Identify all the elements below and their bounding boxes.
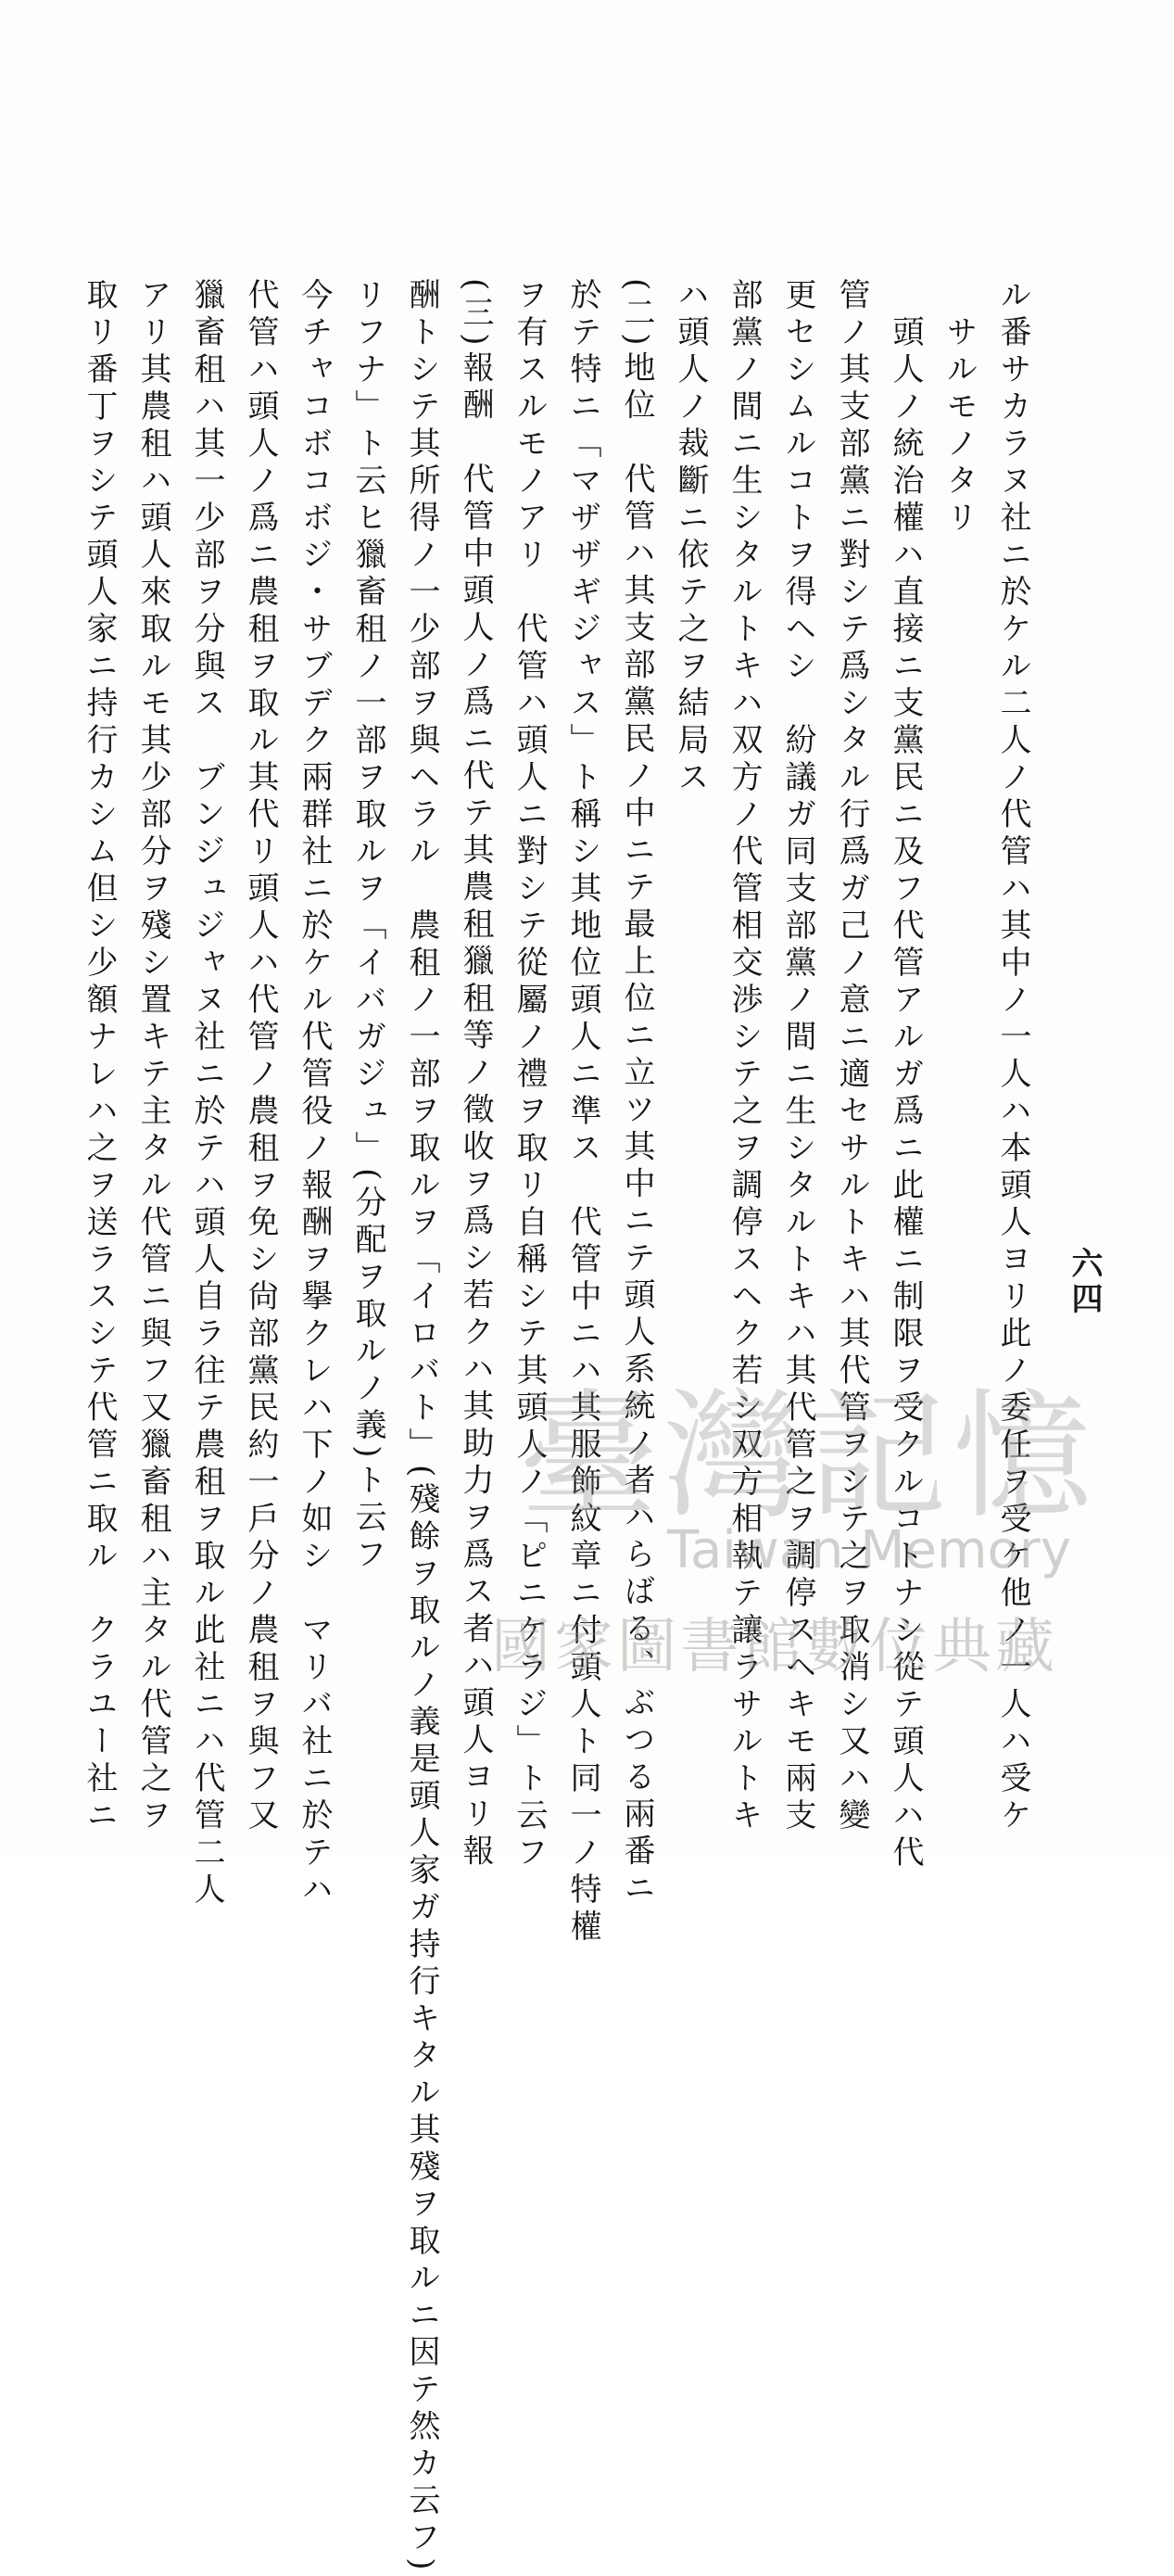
text-column: リフナ」ト云ヒ獵畜租ノ一部ヲ取ルヲ「イバガジュ」(分配ヲ取ルノ義)ト云フ [349,278,386,1575]
text-column: (三)報酬 代管中頭人ノ爲ニ代テ其農租獵租等ノ徵收ヲ爲シ若クハ其助力ヲ爲ス者ハ頭人ヨリ報 [457,278,494,1872]
text-column: アリ其農租ハ頭人來取ルモ其少部分ヲ殘シ置キテ主タル代管ニ與フ又獵畜租ハ主タル代管之ヲ [134,278,171,1835]
page-number: 六四 [1066,1247,1103,1317]
text-column: 代管ハ頭人ノ爲ニ農租ヲ取ル其代リ頭人ハ代管ノ農租ヲ免シ尙部黨民約一戶分ノ農租ヲ與フ又 [242,278,279,1835]
text-column: 於テ特ニ「マザザギジャス」ト稱シ其地位頭人ニ準ス 代管中ニハ其服飾紋章ニ付頭人ト同一ノ特權 [564,278,601,1947]
text-column: 取リ番丁ヲシテ頭人家ニ持行カシム但シ少額ナレハ之ヲ送ラスシテ代管ニ取ル クラユー社ニ [81,278,118,1835]
text-column: 頭人ノ統治權ハ直接ニ支黨民ニ及フ代管アルガ爲ニ此權ニ制限ヲ受クルコトナシ從テ頭人ハ代 [887,315,924,1872]
vertical-text-body [72,278,1040,2576]
text-column: 今チャコボコボジ・サブデク兩群社ニ於ケル代管役ノ報酬ヲ擧クレハ下ノ如シ マリバ社ニ於テハ [296,278,333,1910]
text-column: 管ノ其支部黨ニ對シテ爲シタル行爲ガ己ノ意ニ適セサルトキハ其代管ヲシテ之ヲ取消シ又ハ變 [833,278,870,1835]
watermark-title: 臺灣記憶 [519,1377,1098,1538]
text-column: ヲ有スルモノアリ 代管ハ頭人ニ對シテ從屬ノ禮ヲ取リ自稱シテ其頭人ノ「ピニケラジ」ト云フ [511,278,548,1872]
text-column: サルモノタリ [940,315,978,538]
watermark-org: 國家圖書館數位典藏 [491,1613,1058,1681]
text-column: 更セシムルコトヲ得ヘシ 紛議ガ同支部黨ノ間ニ生シタルトキハ其代管之ヲ調停スヘキモ兩支 [779,278,816,1835]
text-column: (二)地位 代管ハ其支部黨民ノ中ニテ最上位ニ立ツ其中ニテ頭人系統ノ者ハらばる、ぶつる兩番ニ [618,278,655,1909]
text-column: ハ頭人ノ裁斷ニ依テ之ヲ結局ス [672,278,709,797]
text-column: 酬トシテ其所得ノ一少部ヲ與ヘラル 農租ノ一部ヲ取ルヲ「イロバト」(殘餘ヲ取ルノ義是頭人家ガ持行キタル其殘ヲ取ルニ因テ然カ云フ) [403,278,440,2576]
text-column: 部黨ノ間ニ生シタルトキハ双方ノ代管相交渉シテ之ヲ調停スヘク若シ双方相執テ讓ラサルトキ [726,278,763,1835]
text-column: ル番サカラヌ社ニ於ケル二人ノ代管ハ其中ノ一人ハ本頭人ヨリ此ノ委任ヲ受ケ他ノ一人ハ受ケ [994,278,1031,1835]
watermark-latin: Taiwan Memory [667,1520,1071,1580]
text-column: 獵畜租ハ其一少部ヲ分與ス ブンジュジャヌ社ニ於テハ頭人自ラ往テ農租ヲ取ル此社ニハ代管二人 [188,278,225,1910]
